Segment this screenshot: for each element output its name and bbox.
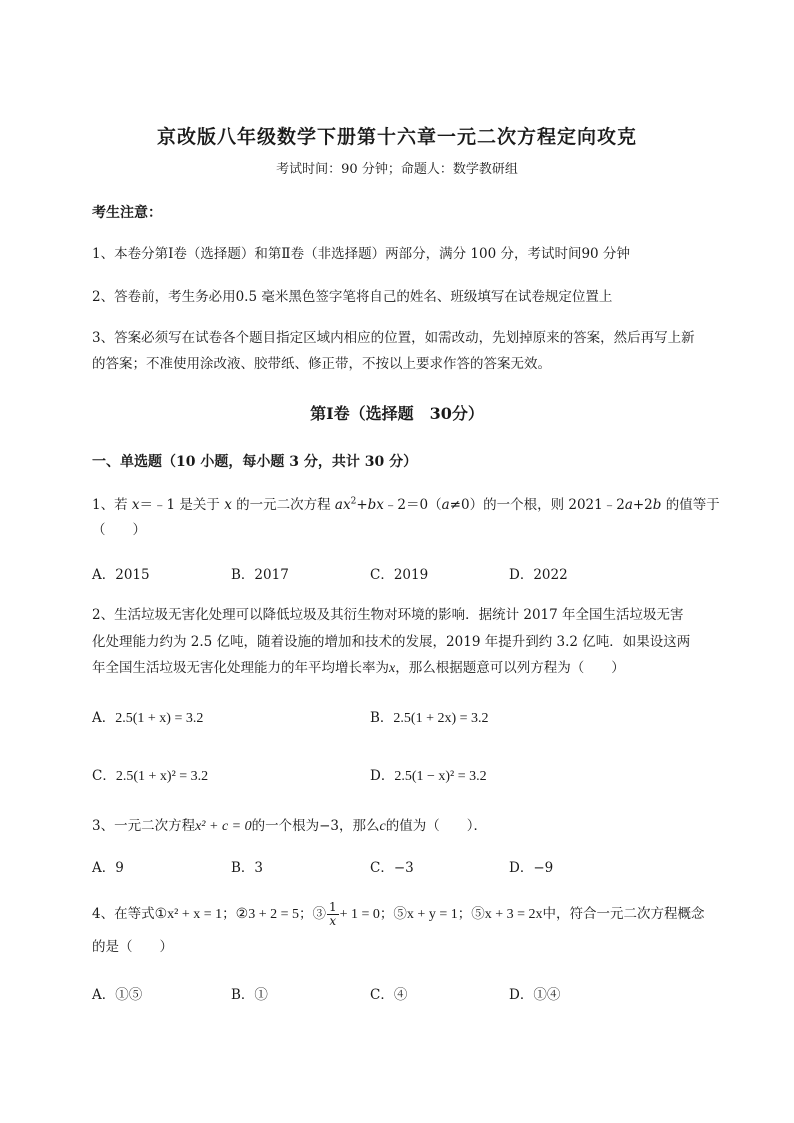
q2-option-expr: 2.5(1 − x)² = 3.2 <box>394 769 487 784</box>
q2-option-label: C． <box>92 768 116 784</box>
q4-line-2: 的是（ ） <box>92 939 173 955</box>
section-title: 第Ⅰ卷（选择题 30分） <box>310 404 484 423</box>
q2-option-expr: 2.5(1 + x)² = 3.2 <box>115 769 209 784</box>
q4-option-b[interactable]: B．① <box>231 987 268 1003</box>
question-1 <box>92 493 720 513</box>
q1-text: 的值等于 <box>661 497 720 513</box>
question-4 <box>92 901 705 928</box>
q2-option-label: B． <box>370 710 394 726</box>
exam-subtitle: 考试时间：90 分钟；命题人：数学教研组 <box>276 162 518 177</box>
q4-option-a[interactable]: A．①⑤ <box>92 987 143 1003</box>
fraction-numerator: 1 <box>328 900 337 914</box>
q3-option-c[interactable]: C．−3 <box>370 860 414 876</box>
q1-var-b: b <box>367 497 377 513</box>
q2-text: 年全国生活垃圾无害化处理能力的年平均增长率为 <box>92 660 389 676</box>
q1-exponent: 2 <box>350 496 357 507</box>
q2-text: ，那么根据题意可以列方程为（ ） <box>395 660 625 676</box>
q4-text: ；⑤ <box>379 906 407 923</box>
q3-option-d[interactable]: D．−9 <box>509 860 554 876</box>
question-3 <box>92 814 487 835</box>
q3-text: 的一个根为−3，那么 <box>251 818 380 834</box>
q1-answer-brackets: （ ） <box>92 522 146 538</box>
q1-var-a: a <box>441 497 450 513</box>
q1-option-d[interactable]: D．2022 <box>509 567 568 583</box>
q3-text: 3、一元二次方程 <box>92 818 196 834</box>
q1-text: + <box>356 497 368 513</box>
q2-option-expr: 2.5(1 + 2x) = 3.2 <box>393 711 489 726</box>
q4-text: 中，符合一元二次方程概念 <box>542 906 705 923</box>
q1-text: +2 <box>632 497 653 513</box>
q4-fraction <box>327 901 339 928</box>
q2-option-c[interactable] <box>92 764 208 785</box>
q1-text: ＝﹣1 是关于 <box>139 497 225 513</box>
q1-option-c[interactable]: C．2019 <box>370 567 429 583</box>
notice-heading: 考生注意： <box>92 205 162 221</box>
q4-eq-2: ②3 + 2 = 5 <box>235 907 299 923</box>
q4-option-c[interactable]: C．④ <box>370 987 408 1003</box>
q4-eq-3: + 1 = 0 <box>339 907 380 923</box>
q3-option-b[interactable]: B．3 <box>231 860 264 876</box>
q4-text: 4、在等式 <box>92 906 155 923</box>
q3-option-a[interactable]: A．9 <box>92 860 124 876</box>
q1-var-x: x <box>342 497 351 513</box>
fraction-denominator: x <box>329 914 337 929</box>
q4-eq-1: ①x² + x = 1 <box>154 907 223 923</box>
q4-text: ；③ <box>298 906 326 923</box>
q2-line-3 <box>92 656 625 677</box>
q2-option-a[interactable] <box>92 706 203 727</box>
q2-line-2: 化处理能力约为 2.5 亿吨，随着设施的增加和技术的发展，2019 年提升到约 3.2 亿吨．如果设这两 <box>92 634 691 650</box>
q1-option-a[interactable]: A．2015 <box>92 567 150 583</box>
q4-text: ；⑤ <box>457 906 485 923</box>
q1-var-x: x <box>376 497 384 513</box>
q2-option-label: D． <box>370 768 395 784</box>
q1-var-x: x <box>224 497 232 513</box>
part-heading: 一、单选题（10 小题，每小题 3 分，共计 30 分） <box>92 454 418 470</box>
q3-var-c: c <box>379 819 386 834</box>
q2-var-x: x <box>389 661 396 676</box>
q1-var-a: a <box>624 497 633 513</box>
notice-item-2: 2、答卷前，考生务必用0.5 毫米黑色签字笔将自己的姓名、班级填写在试卷规定位置上 <box>92 289 613 305</box>
q1-var-a: a <box>334 497 343 513</box>
q3-equation: x² + c = 0 <box>195 819 252 834</box>
exam-title: 京改版八年级数学下册第十六章一元二次方程定向攻克 <box>156 126 637 148</box>
q1-text: 的一元二次方程 <box>231 497 335 513</box>
q4-option-d[interactable]: D．①④ <box>509 987 561 1003</box>
q2-option-b[interactable] <box>370 706 489 727</box>
q1-text: ≠0）的一个根，则 2021﹣2 <box>449 497 625 513</box>
q1-option-b[interactable]: B．2017 <box>231 567 289 583</box>
q1-var-b: b <box>652 497 662 513</box>
q2-option-d[interactable] <box>370 764 487 785</box>
q2-option-expr: 2.5(1 + x) = 3.2 <box>115 711 204 726</box>
q4-eq-4: x + y = 1 <box>406 907 458 923</box>
q4-eq-5: x + 3 = 2x <box>484 907 543 923</box>
notice-item-1: 1、本卷分第Ⅰ卷（选择题）和第Ⅱ卷（非选择题）两部分，满分 100 分，考试时间90 分钟 <box>92 246 630 262</box>
q2-line-1: 2、生活垃圾无害化处理可以降低垃圾及其衍生物对环境的影响．据统计 2017 年全国生活垃圾无害 <box>92 607 684 623</box>
q1-var-x: x <box>131 497 140 513</box>
q1-text: ﹣2＝0（ <box>383 497 442 513</box>
notice-item-3: 3、答案必须写在试卷各个题目指定区域内相应的位置，如需改动，先划掉原来的答案，然后再写上新 <box>92 330 695 346</box>
q3-text: 的值为（ ）． <box>385 818 487 834</box>
q1-text: 1、若 <box>92 497 132 513</box>
notice-item-3-cont: 的答案；不准使用涂改液、胶带纸、修正带，不按以上要求作答的答案无效。 <box>92 356 551 372</box>
q2-option-label: A． <box>92 710 116 726</box>
q4-text: ； <box>222 906 236 923</box>
